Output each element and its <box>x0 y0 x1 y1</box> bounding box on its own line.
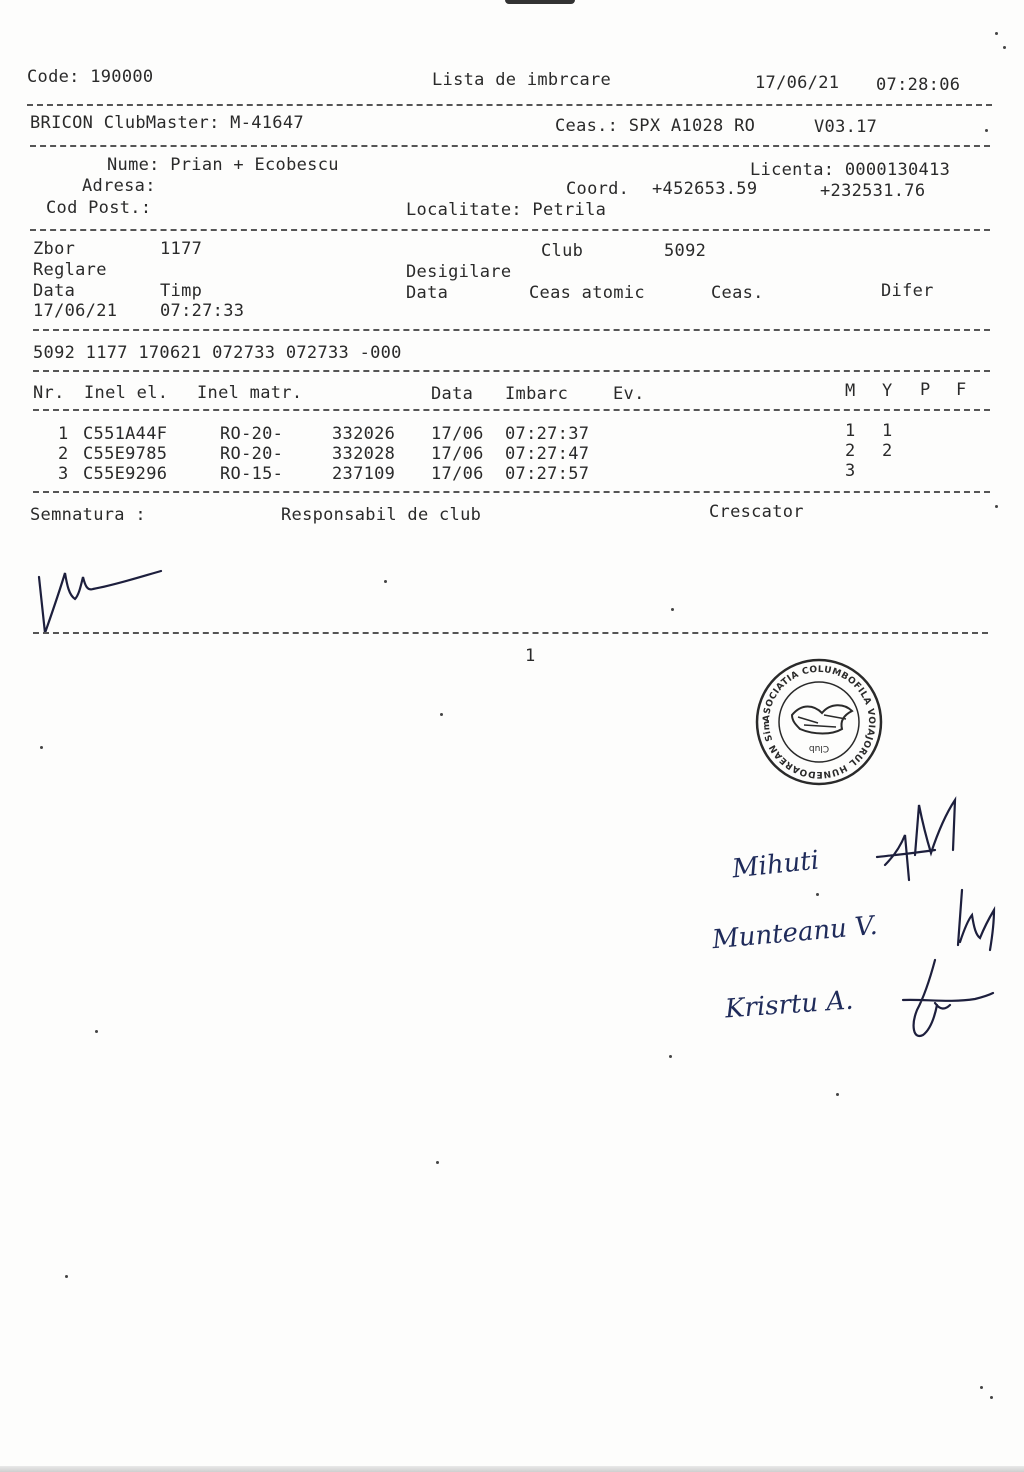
svg-text:ASOCIATIA COLUMBOFILA VOIAJORU <box>749 648 876 779</box>
scan-speck <box>836 1093 839 1096</box>
scan-speck <box>669 1055 672 1058</box>
scan-speck <box>990 1396 993 1399</box>
stamp-ring-text: ASOCIATIA COLUMBOFILA VOIAJORUL HUNEDOAREAN Simeria <box>748 648 877 780</box>
cell-m: 1 <box>845 421 856 441</box>
cell-inel-el: C55E9785 <box>83 444 168 464</box>
cell-y: 2 <box>882 441 893 461</box>
locality: Localitate: Petrila <box>406 200 607 220</box>
cell-prefix: RO-15- <box>220 464 284 484</box>
handwritten-signature-2 <box>950 880 1010 960</box>
th-y: Y <box>882 381 893 401</box>
th-nr: Nr. <box>33 383 65 403</box>
stamp-center-text: Club <box>808 743 830 753</box>
reglare-time: 07:27:33 <box>160 301 245 321</box>
scan-speck <box>980 1386 983 1389</box>
club-number: 5092 <box>664 241 707 261</box>
cell-y: 1 <box>882 421 893 441</box>
cell-m: 2 <box>845 441 856 461</box>
cell-inel-el: C55E9296 <box>83 464 168 484</box>
scan-speck <box>384 580 387 583</box>
scan-speck <box>995 32 998 35</box>
col-timp: Timp <box>160 281 203 301</box>
document-title: Lista de imbrcare <box>432 70 612 90</box>
coord-label: Coord. <box>566 179 630 199</box>
flight-number: 1177 <box>160 239 203 259</box>
scan-speck <box>40 746 43 749</box>
scan-speck <box>995 505 998 508</box>
club-responsible-label: Responsabil de club <box>281 505 482 525</box>
cell-nr: 2 <box>58 444 69 464</box>
version: V03.17 <box>814 117 878 137</box>
col-ceas: Ceas. <box>711 283 764 303</box>
th-inel-el: Inel el. <box>84 383 169 403</box>
header-date: 17/06/21 <box>755 73 840 93</box>
divider <box>33 409 990 411</box>
divider <box>33 329 990 331</box>
coord-lat: +452653.59 <box>652 179 758 199</box>
handwritten-name-1: Mihuti <box>730 845 821 885</box>
reglare-label: Reglare <box>33 260 107 280</box>
th-ev: Ev. <box>613 384 645 404</box>
reglare-date: 17/06/21 <box>33 301 118 321</box>
flight-label: Zbor <box>33 239 76 259</box>
cell-imbarc: 07:27:57 <box>505 464 590 484</box>
cell-data: 17/06 <box>431 424 484 444</box>
address-label: Adresa: <box>82 176 156 196</box>
page-number: 1 <box>525 646 536 666</box>
cell-m: 3 <box>845 461 856 481</box>
summary-line: 5092 1177 170621 072733 072733 -000 <box>33 343 402 363</box>
owner-name: Nume: Prian + Ecobescu <box>107 155 339 175</box>
licence: Licenta: 0000130413 <box>750 160 951 180</box>
cell-imbarc: 07:27:37 <box>505 424 590 444</box>
code-label: Code: 190000 <box>27 67 154 87</box>
divider <box>33 632 988 634</box>
coord-lon: +232531.76 <box>820 181 926 201</box>
th-p: P <box>920 380 931 400</box>
club-stamp <box>748 648 886 789</box>
scan-speck <box>440 713 443 716</box>
breeder-label: Crescator <box>709 502 804 522</box>
cell-nr: 1 <box>58 424 69 444</box>
cell-data: 17/06 <box>431 444 484 464</box>
scan-speck <box>1003 46 1006 49</box>
scan-speck <box>816 893 819 896</box>
bottom-edge-shadow <box>0 1466 1024 1472</box>
header-time: 07:28:06 <box>876 75 961 95</box>
club-label: Club <box>541 241 584 261</box>
top-edge-mark <box>505 0 575 4</box>
scan-speck <box>95 1030 98 1033</box>
scan-speck <box>436 1161 439 1164</box>
th-inel-matr: Inel matr. <box>197 383 303 403</box>
divider <box>33 491 990 493</box>
col-data-2: Data <box>406 283 449 303</box>
signature-label: Semnatura : <box>30 505 146 525</box>
handwritten-signature-3 <box>895 955 995 1045</box>
divider <box>30 229 990 231</box>
cell-matr: 332026 <box>332 424 396 444</box>
divider <box>30 145 990 147</box>
divider <box>33 370 990 372</box>
clubmaster-id: BRICON ClubMaster: M-41647 <box>30 113 304 133</box>
cell-nr: 3 <box>58 464 69 484</box>
col-ceas-atomic: Ceas atomic <box>529 283 645 303</box>
postal-code-label: Cod Post.: <box>46 198 152 218</box>
col-data: Data <box>33 281 76 301</box>
divider <box>27 104 992 106</box>
col-difer: Difer <box>881 281 934 301</box>
th-f: F <box>956 380 967 400</box>
handwritten-name-2: Munteanu V. <box>711 910 879 956</box>
cell-matr: 332028 <box>332 444 396 464</box>
cell-imbarc: 07:27:47 <box>505 444 590 464</box>
scan-speck <box>985 129 988 132</box>
scan-speck <box>65 1275 68 1278</box>
th-data: Data <box>431 384 474 404</box>
cell-data: 17/06 <box>431 464 484 484</box>
cell-prefix: RO-20- <box>220 444 284 464</box>
desigilare-label: Desigilare <box>406 262 512 282</box>
scan-speck <box>671 608 674 611</box>
handwritten-name-3: Krisrtu A. <box>724 985 855 1025</box>
th-imbarc: Imbarc <box>505 384 569 404</box>
cell-inel-el: C551A44F <box>83 424 168 444</box>
th-m: M <box>845 381 856 401</box>
cell-prefix: RO-20- <box>220 424 284 444</box>
cell-matr: 237109 <box>332 464 396 484</box>
ceas-id: Ceas.: SPX A1028 RO <box>555 116 756 136</box>
